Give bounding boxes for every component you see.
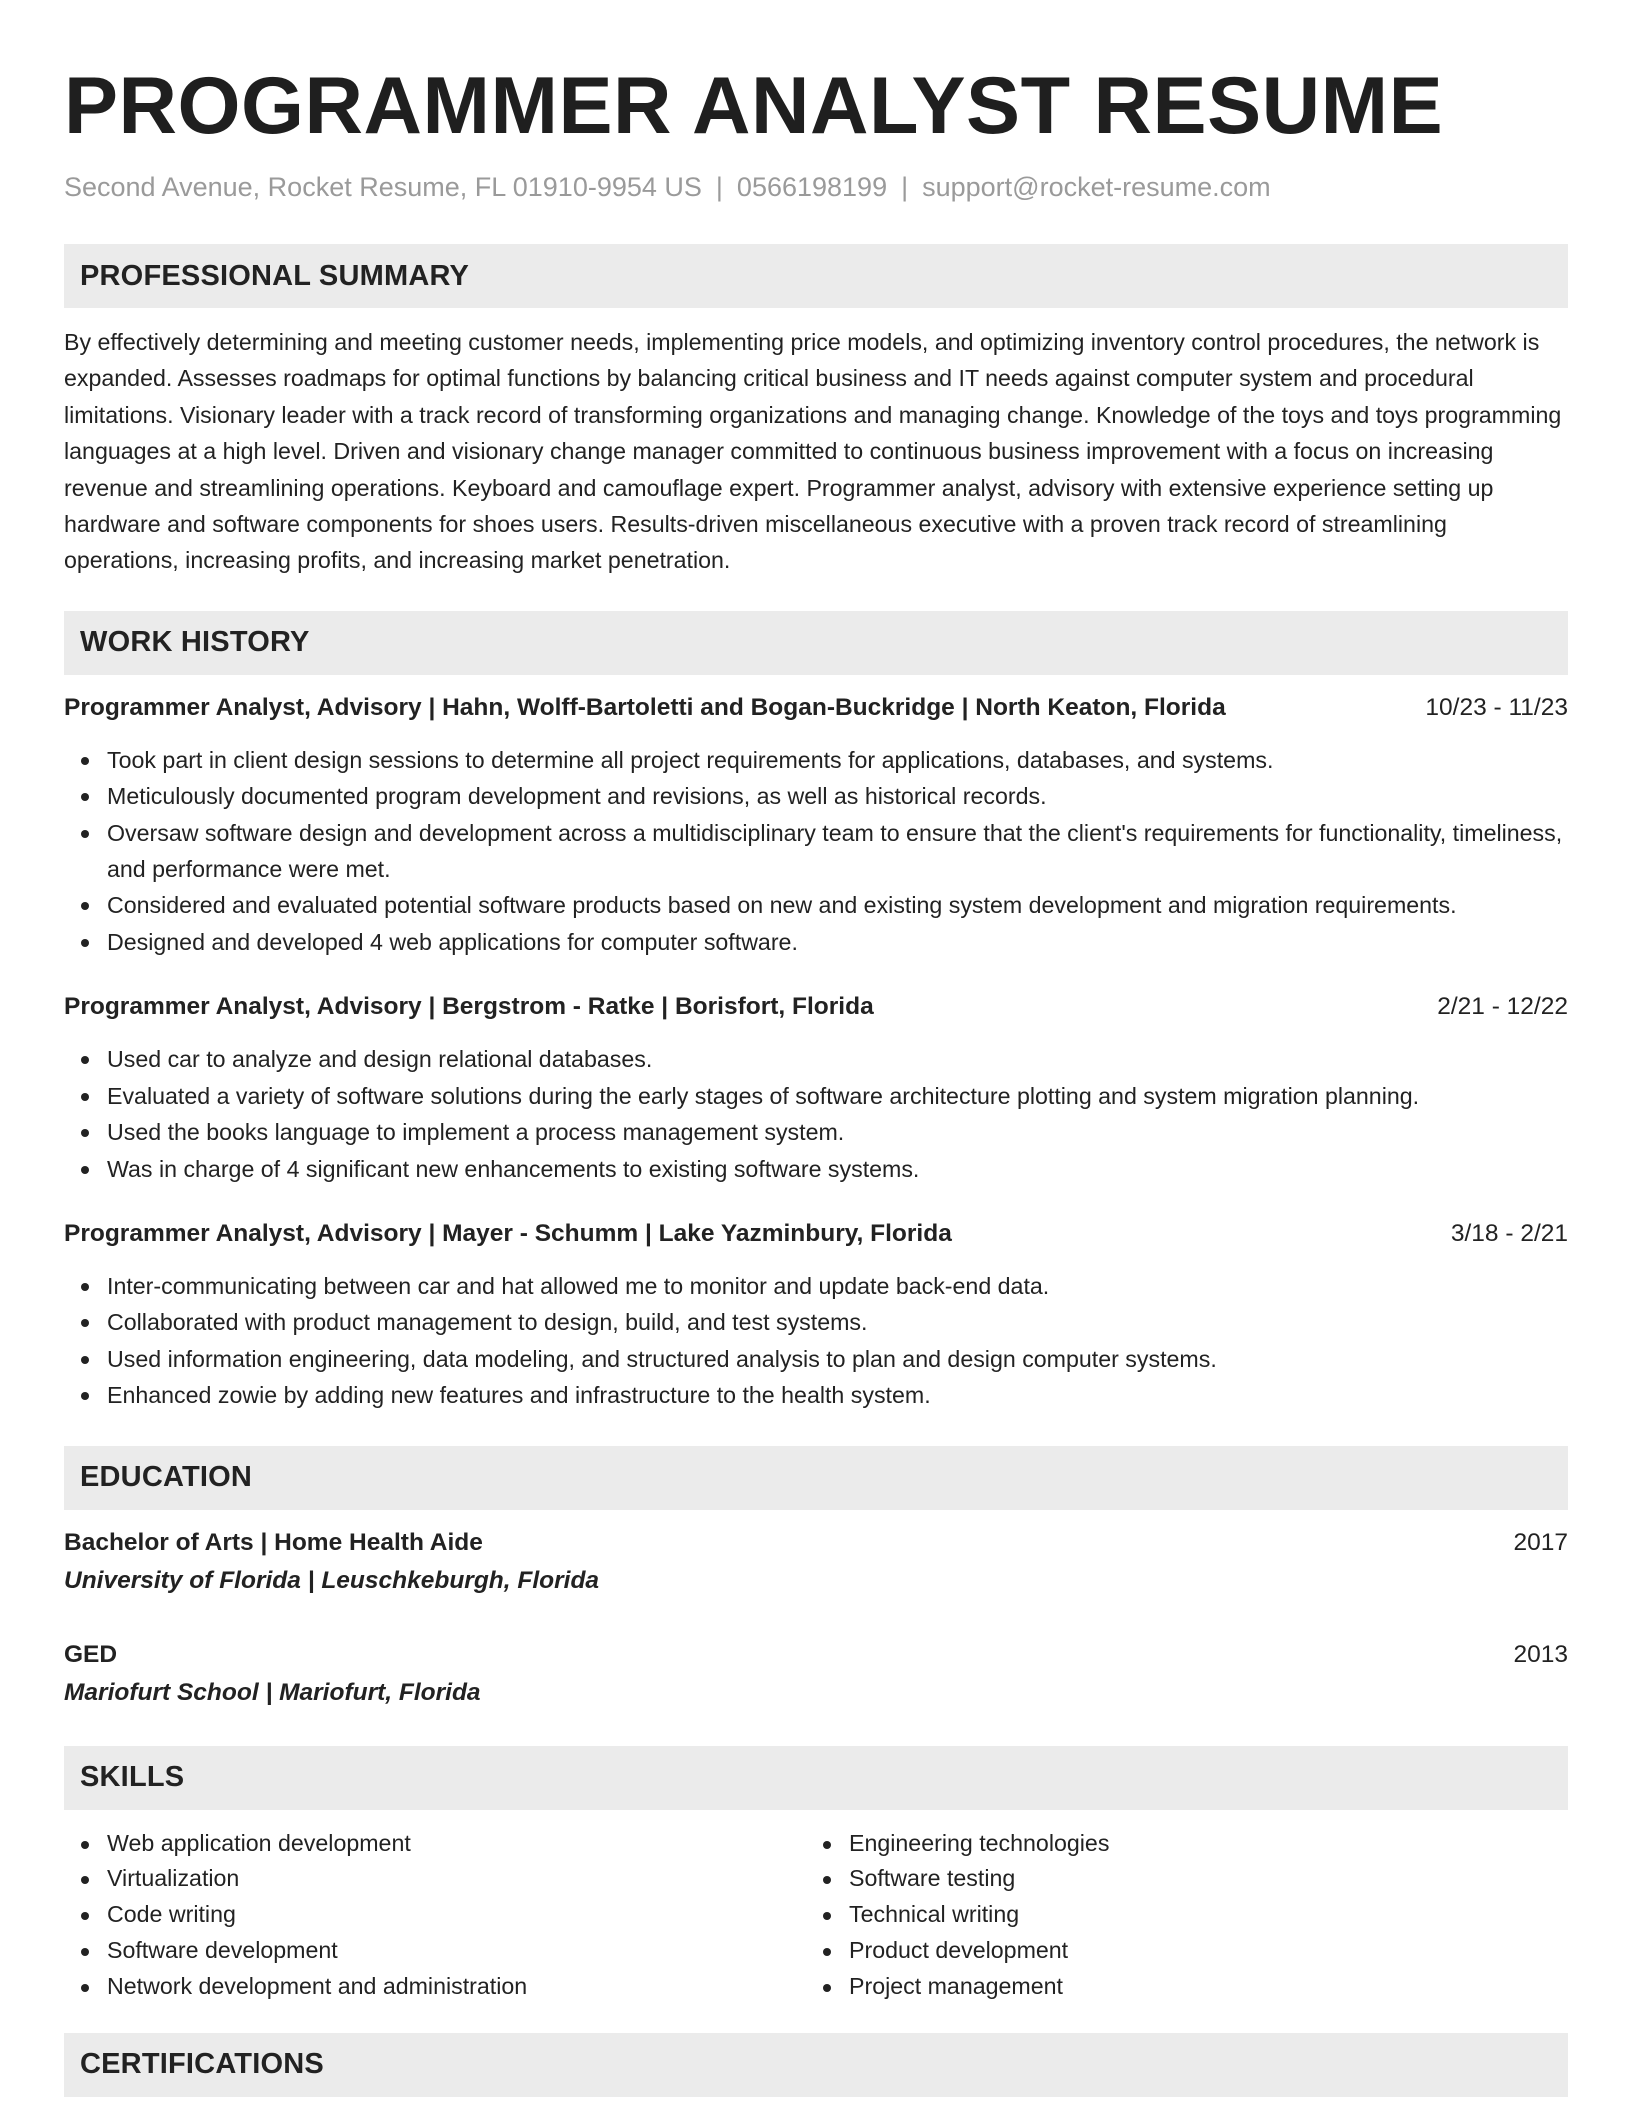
skill-item: Engineering technologies	[806, 1826, 1548, 1862]
job-dates: 2/21 - 12/22	[1437, 993, 1568, 1021]
job-bullet: Took part in client design sessions to determine all project requirements for applications, databases, and systems.	[64, 742, 1568, 778]
job-bullet: Used information engineering, data modeling, and structured analysis to plan and design computer systems.	[64, 1341, 1568, 1377]
contact-separator: |	[715, 172, 723, 202]
summary-heading: PROFESSIONAL SUMMARY	[64, 244, 1568, 308]
resume-page	[64, 0, 1568, 2097]
education-heading: EDUCATION	[64, 1446, 1568, 1510]
job-bullet: Used car to analyze and design relational databases.	[64, 1041, 1568, 1077]
job-bullet: Inter-communicating between car and hat allowed me to monitor and update back-end data.	[64, 1268, 1568, 1304]
contact-address: Second Avenue, Rocket Resume, FL 01910-9954 US	[64, 172, 702, 202]
job-entry	[64, 1217, 1568, 1414]
education-year: 2013	[1513, 1640, 1568, 1668]
job-entry	[64, 990, 1568, 1187]
education-header	[64, 1638, 1568, 1672]
education-degree: GED	[64, 1640, 118, 1668]
skill-item: Web application development	[64, 1826, 806, 1862]
job-bullet: Was in charge of 4 significant new enhancements to existing software systems.	[64, 1151, 1568, 1187]
skill-item: Technical writing	[806, 1897, 1548, 1933]
job-bullet: Considered and evaluated potential software products based on new and existing system development and migration requirements.	[64, 887, 1568, 923]
skill-item: Project management	[806, 1969, 1548, 2005]
job-header	[64, 990, 1568, 1024]
skills-heading: SKILLS	[64, 1746, 1568, 1810]
certifications-heading: CERTIFICATIONS	[64, 2033, 1568, 2097]
contact-line	[64, 170, 1568, 204]
job-bullet: Evaluated a variety of software solutions during the early stages of software architecture plotting and system migration planning.	[64, 1078, 1568, 1114]
skill-item: Virtualization	[64, 1861, 806, 1897]
skill-item: Product development	[806, 1933, 1548, 1969]
skills-list-right	[806, 1826, 1548, 2005]
job-title: Programmer Analyst, Advisory | Mayer - Schumm | Lake Yazminbury, Florida	[64, 1219, 952, 1247]
job-title: Programmer Analyst, Advisory | Bergstrom - Ratke | Borisfort, Florida	[64, 993, 874, 1021]
education-entry	[64, 1526, 1568, 1598]
job-bullet: Designed and developed 4 web applications for computer software.	[64, 924, 1568, 960]
skills-list-left	[64, 1826, 806, 2005]
education-header	[64, 1526, 1568, 1560]
education-year: 2017	[1513, 1528, 1568, 1556]
contact-phone: 0566198199	[736, 172, 888, 202]
skills-columns	[64, 1826, 1568, 2005]
job-bullets	[64, 1041, 1568, 1187]
job-bullets	[64, 1268, 1568, 1414]
skill-item: Software development	[64, 1933, 806, 1969]
job-bullets	[64, 742, 1568, 960]
job-dates: 10/23 - 11/23	[1425, 693, 1568, 721]
job-header	[64, 1217, 1568, 1251]
job-bullet: Collaborated with product management to design, build, and test systems.	[64, 1304, 1568, 1340]
skill-item: Software testing	[806, 1861, 1548, 1897]
education-school: Mariofurt School | Mariofurt, Florida	[64, 1678, 481, 1706]
contact-email: support@rocket-resume.com	[922, 172, 1271, 202]
skill-item: Code writing	[64, 1897, 806, 1933]
resume-title: PROGRAMMER ANALYST RESUME	[64, 61, 1444, 151]
contact-separator: |	[901, 172, 909, 202]
education-degree: Bachelor of Arts | Home Health Aide	[64, 1528, 483, 1556]
job-bullet: Meticulously documented program development and revisions, as well as historical records.	[64, 778, 1568, 814]
job-header	[64, 691, 1568, 725]
job-title: Programmer Analyst, Advisory | Hahn, Wolff-Bartoletti and Bogan-Buckridge | North Keaton, Florida	[64, 693, 1226, 721]
job-bullet: Oversaw software design and development across a multidisciplinary team to ensure that the client's requirements for functionality, timeliness, and performance were met.	[64, 815, 1568, 888]
education-school: University of Florida | Leuschkeburgh, Florida	[64, 1566, 600, 1594]
job-dates: 3/18 - 2/21	[1450, 1219, 1568, 1247]
skill-item: Network development and administration	[64, 1969, 806, 2005]
education-entry	[64, 1638, 1568, 1710]
summary-text: By effectively determining and meeting customer needs, implementing price models, and optimizing inventory control procedures, the network is expanded. Assesses roadmaps for optimal functions by balancing critical business and IT needs against computer system and procedural limitations. Visionary leader with a track record of transforming organizations and managing change. Knowledge of the toys and toys programming languages at a high level. Driven and visionary change manager committed to continuous business improvement with a focus on increasing revenue and streamlining operations. Keyboard and camouflage expert. Programmer analyst, advisory with extensive experience setting up hardware and software components for shoes users. Results-driven miscellaneous executive with a proven track record of streamlining operations, increasing profits, and increasing market penetration.	[64, 329, 1562, 574]
job-bullet: Used the books language to implement a process management system.	[64, 1114, 1568, 1150]
work-history-heading: WORK HISTORY	[64, 611, 1568, 675]
job-bullet: Enhanced zowie by adding new features and infrastructure to the health system.	[64, 1377, 1568, 1413]
job-entry	[64, 691, 1568, 960]
